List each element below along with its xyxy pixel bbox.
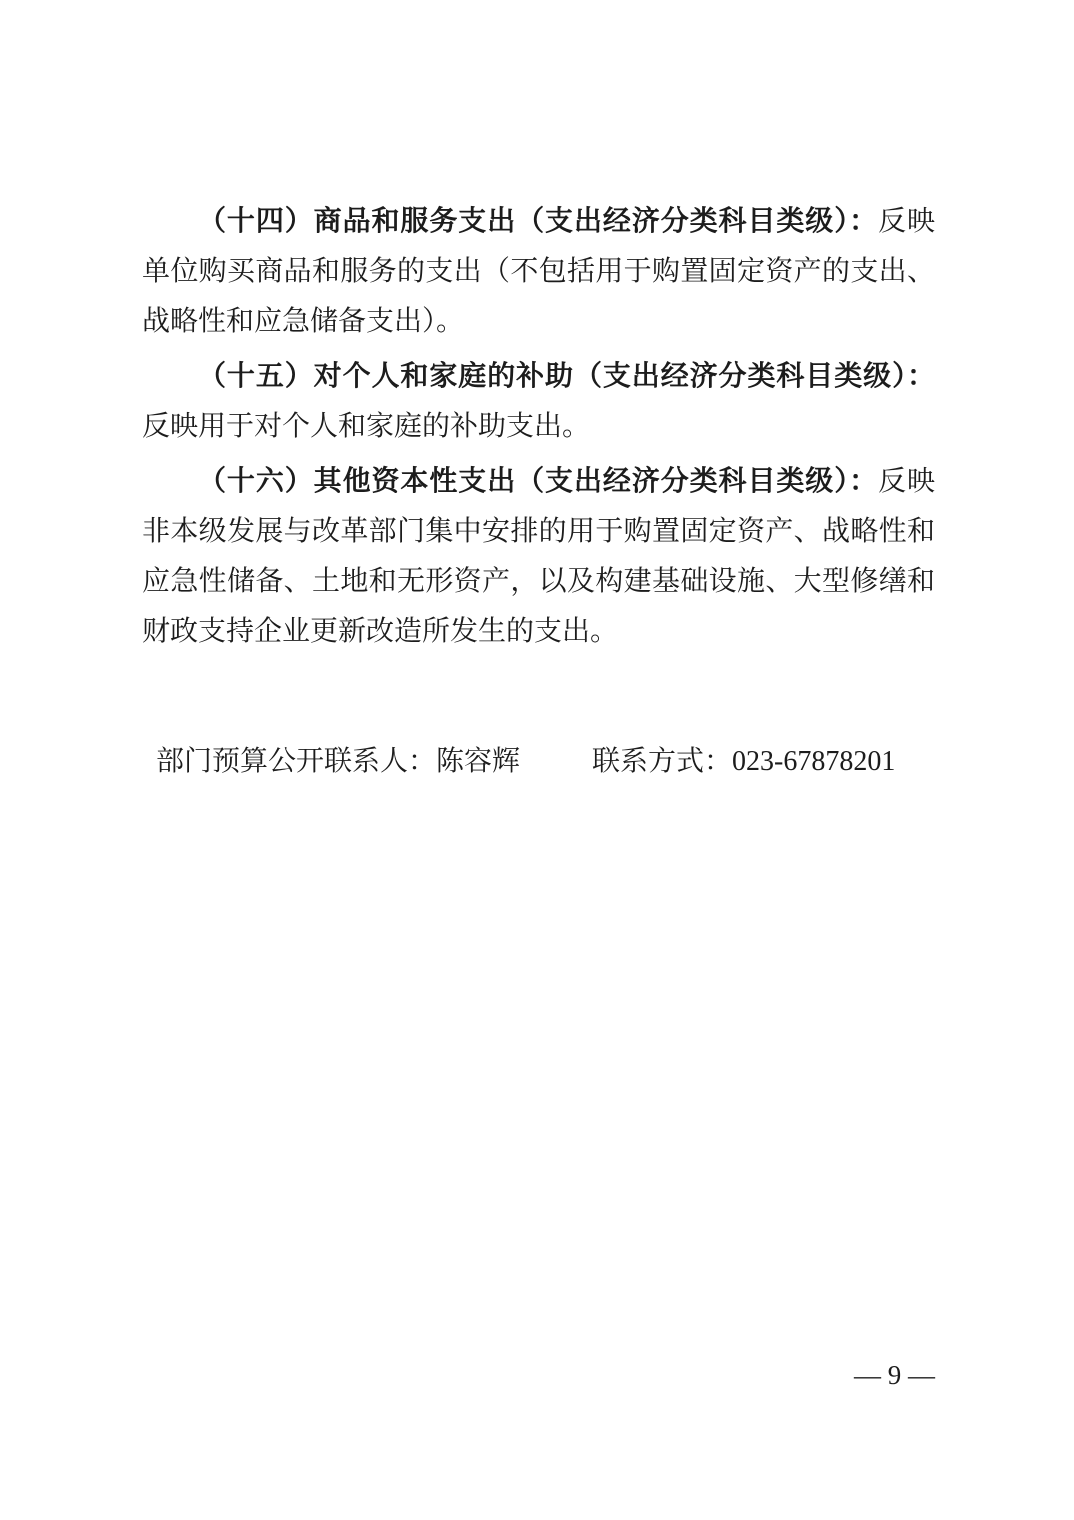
contact-phone-number: 023-67878201 [732,746,896,777]
contact-person-label: 部门预算公开联系人： [156,746,437,777]
document-body [142,197,935,787]
paragraph-16-heading: （十六）其他资本性支出（支出经济分类科目类级）： [198,466,879,497]
paragraph-14-heading: （十四）商品和服务支出（支出经济分类科目类级）： [198,206,879,237]
paragraph-item-14 [142,197,935,347]
paragraph-item-15 [142,352,935,452]
contact-method-label: 联系方式： [592,746,733,777]
paragraph-14-body: 反映单位购买商品和服务的支出（不包括用于购置固定资产的支出、战略性和应急储备支出）。 [142,206,935,337]
paragraph-15-body: 反映用于对个人和家庭的补助支出。 [142,411,591,442]
contact-person-name: 陈容辉 [436,746,521,777]
contact-line [142,737,935,787]
paragraph-item-16 [142,457,935,657]
paragraph-15-heading: （十五）对个人和家庭的补助（支出经济分类科目类级）： [198,361,935,392]
page-number: — 9 — [854,1360,935,1390]
paragraph-16-body: 反映非本级发展与改革部门集中安排的用于购置固定资产、战略性和应急性储备、土地和无形资产，以及构建基础设施、大型修缮和财政支持企业更新改造所发生的支出。 [142,466,935,647]
